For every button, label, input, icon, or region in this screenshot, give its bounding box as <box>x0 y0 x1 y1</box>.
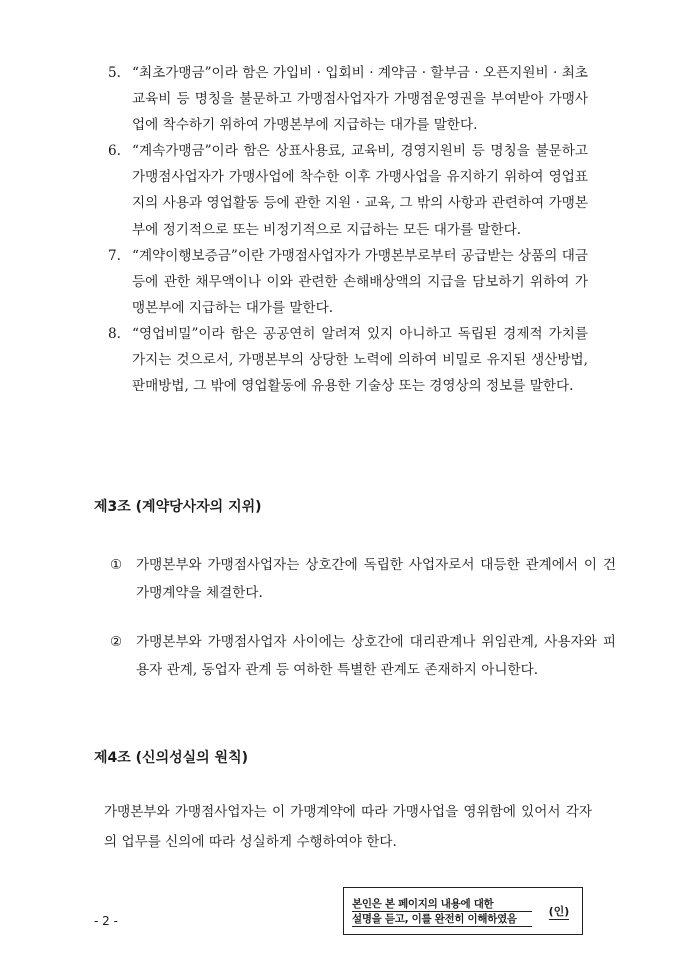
definition-item <box>108 138 588 242</box>
clause-text: 가맹본부와 가맹점사업자는 상호간에 독립한 사업자로서 대등한 관계에서 이 건 가맹계약을 체결한다. <box>136 557 616 601</box>
definition-number: 5. <box>108 65 121 81</box>
confirmation-line-2: 설명을 듣고, 이를 완전히 이해하였음 <box>352 912 532 927</box>
article3-clause-1 <box>108 551 616 607</box>
definition-item <box>108 60 588 138</box>
confirmation-statement <box>344 888 536 934</box>
definition-text: “계속가맹금”이라 함은 상표사용료, 교육비, 경영지원비 등 명칭을 불문하고 가맹점사업자가 가맹사업에 착수한 이후 가맹사업을 유지하기 위하여 영업표지의 사용과 영업활동 등에 관한 지원 · 교육, 그 밖의 사항과 관련하여 가맹본부에 정기적으로 또는 비정기적으로 지급하는 모든 대가를 말한다. <box>132 143 588 238</box>
definition-number: 6. <box>108 143 121 160</box>
definition-number: 7. <box>108 247 121 264</box>
definition-list <box>108 60 588 399</box>
seal-label: (인) <box>548 904 570 918</box>
clause-text: 가맹본부와 가맹점사업자 사이에는 상호간에 대리관계나 위임관계, 사용자와 피용자 관계, 동업자 관계 등 여하한 특별한 관계도 존재하지 아니한다. <box>136 634 616 678</box>
clause-number: ② <box>110 634 123 650</box>
definition-item <box>108 243 588 321</box>
definition-text: “계약이행보증금”이란 가맹점사업자가 가맹본부로부터 공급받는 상품의 대금 등에 관한 채무액이나 이와 관련한 손해배상액의 지급을 담보하기 위하여 가맹본부에 지급하는 대가를 말한다. <box>132 247 588 316</box>
confirmation-line-1: 본인은 본 페이지의 내용에 대한 <box>352 897 532 912</box>
article4-text: 가맹본부와 가맹점사업자는 이 가맹계약에 따라 가맹사업을 영위함에 있어서 각자의 업무를 신의에 따라 성실하게 수행하여야 한다. <box>104 804 592 850</box>
article3-clause-2 <box>108 628 616 684</box>
article3-heading: 제3조 (계약당사자의 지위) <box>94 499 262 515</box>
page-number: - 2 - <box>94 914 118 928</box>
clause-number: ① <box>110 557 123 573</box>
definition-number: 8. <box>108 325 121 342</box>
definition-text: “영업비밀”이라 함은 공공연히 알려져 있지 아니하고 독립된 경제적 가치를 가지는 것으로서, 가맹본부의 상당한 노력에 의하여 비밀로 유지된 생산방법, 판매방법, 그 밖에 영업활동에 유용한 기술상 또는 경영상의 정보를 말한다. <box>132 325 588 395</box>
article4-heading: 제4조 (신의성실의 원칙) <box>94 750 249 766</box>
definition-text: “최초가맹금”이라 함은 가입비 · 입회비 · 계약금 · 할부금 · 오픈지원비 · 최초교육비 등 명칭을 불문하고 가맹점사업자가 가맹점운영권을 부여받아 가맹사업에 착수하기 위하여 가맹본부에 지급하는 대가를 말한다. <box>132 65 588 134</box>
confirmation-box <box>343 887 583 935</box>
signature-seal-field[interactable] <box>536 888 582 934</box>
definition-item <box>108 321 588 399</box>
